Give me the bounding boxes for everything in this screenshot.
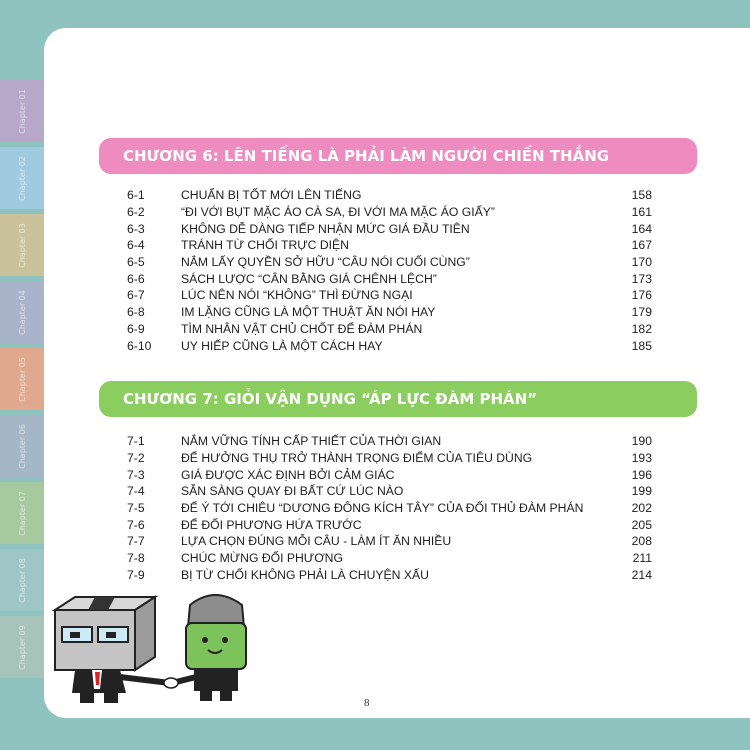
toc-entry-number: 6-6 [127, 271, 145, 286]
chapter-tab-label: Chapter 05 [17, 356, 27, 402]
chapter-tab-label: Chapter 01 [17, 88, 27, 134]
toc-entry-page: 164 [631, 221, 652, 236]
chapter-tab [0, 281, 44, 343]
toc-entry [127, 466, 652, 483]
toc-entry-title: NẮM VỮNG TÍNH CẤP THIẾT CỦA THỜI GIAN [181, 434, 442, 449]
chapter-tab [0, 348, 44, 410]
toc-entry-page: 182 [631, 321, 652, 336]
chapter-tab-label: Chapter 02 [17, 155, 27, 201]
toc-entry-number: 6-10 [127, 338, 152, 353]
chapter-6-toc [127, 187, 652, 354]
toc-entry-title: “ĐI VỚI BỤT MẶC ÁO CÀ SA, ĐI VỚI MA MẶC ÁO GIẤY” [181, 205, 495, 220]
toc-entry-title: KHÔNG DỄ DÀNG TIẾP NHẬN MỨC GIÁ ĐẦU TIÊN [181, 221, 470, 236]
toc-entry-page: 202 [631, 501, 652, 516]
toc-entry [127, 450, 652, 467]
toc-entry [127, 321, 652, 338]
toc-entry-number: 6-5 [127, 255, 145, 270]
toc-entry-title: SẴN SÀNG QUAY ĐI BẤT CỨ LÚC NÀO [181, 484, 404, 499]
toc-entry-page: 211 [632, 551, 652, 566]
toc-entry-title: NẮM LẤY QUYỀN SỞ HỮU “CÂU NÓI CUỐI CÙNG” [181, 255, 470, 270]
toc-entry-page: 199 [631, 484, 652, 499]
toc-entry [127, 500, 652, 517]
toc-entry-number: 7-7 [127, 534, 145, 549]
toc-entry-number: 7-8 [127, 551, 145, 566]
toc-entry-number: 6-8 [127, 305, 145, 320]
toc-entry [127, 304, 652, 321]
toc-entry [127, 237, 652, 254]
toc-entry-number: 7-3 [127, 467, 145, 482]
toc-entry [127, 533, 652, 550]
toc-entry-number: 6-7 [127, 288, 145, 303]
chapter-tab [0, 147, 44, 209]
chapter-tab-label: Chapter 09 [17, 624, 27, 670]
toc-entry-number: 7-9 [127, 567, 145, 582]
toc-entry-title: TÌM NHÂN VẬT CHỦ CHỐT ĐỂ ĐÀM PHÁN [181, 321, 423, 336]
toc-entry-title: SÁCH LƯỢC “CÂN BẰNG GIÁ CHÊNH LỆCH” [181, 271, 437, 286]
toc-entry [127, 516, 652, 533]
toc-entry [127, 220, 652, 237]
toc-entry-title: IM LẶNG CŨNG LÀ MỘT THUẬT ĂN NÓI HAY [181, 305, 436, 320]
toc-entry [127, 483, 652, 500]
toc-entry-number: 7-2 [127, 451, 145, 466]
toc-entry [127, 287, 652, 304]
toc-entry [127, 550, 652, 567]
chapter-7-banner [99, 381, 697, 417]
chapter-6-banner [99, 138, 697, 174]
toc-entry-title: ĐỂ HƯỞNG THỤ TRỞ THÀNH TRỌNG ĐIỂM CỦA TIÊU DÙNG [181, 451, 533, 466]
toc-entry-number: 6-9 [127, 321, 145, 336]
page-number: 8 [364, 697, 370, 709]
chapter-tab [0, 80, 44, 142]
toc-entry-title: GIÁ ĐƯỢC XÁC ĐỊNH BỞI CẢM GIÁC [181, 467, 395, 482]
toc-entry-title: CHUẨN BỊ TỐT MỚI LÊN TIẾNG [181, 188, 362, 203]
toc-entry-page: 185 [631, 338, 652, 353]
toc-entry-title: BỊ TỪ CHỐI KHÔNG PHẢI LÀ CHUYỆN XẤU [181, 567, 429, 582]
toc-entry-title: LỰA CHỌN ĐÚNG MỖI CÂU - LÀM ÍT ĂN NHIỀU [181, 534, 452, 549]
toc-entry-title: TRÁNH TỪ CHỐI TRỰC DIỆN [181, 238, 349, 253]
mascots-illustration [10, 565, 260, 715]
box-mascot-icon [55, 597, 170, 703]
chapter-7-title: CHƯƠNG 7: GIỎI VẬN DỤNG “ÁP LỰC ĐÀM PHÁN” [123, 390, 538, 408]
toc-entry-page: 158 [631, 188, 652, 203]
toc-entry-page: 167 [631, 238, 652, 253]
toc-entry-page: 196 [631, 467, 652, 482]
toc-entry-number: 6-3 [127, 221, 145, 236]
chapter-tab-label: Chapter 06 [17, 423, 27, 469]
toc-entry-title: ĐỂ ĐỐI PHƯƠNG HỨA TRƯỚC [181, 517, 362, 532]
chapter-7-toc [127, 433, 652, 583]
chapter-tab [0, 214, 44, 276]
toc-entry-page: 208 [631, 534, 652, 549]
toc-entry-page: 214 [631, 567, 652, 582]
toc-entry [127, 187, 652, 204]
chapter-tab [0, 415, 44, 477]
toc-entry [127, 204, 652, 221]
toc-entry-title: UY HIẾP CŨNG LÀ MỘT CÁCH HAY [181, 338, 383, 353]
toc-entry-page: 161 [631, 205, 652, 220]
toc-entry [127, 254, 652, 271]
chapter-tab-label: Chapter 03 [17, 222, 27, 268]
toc-entry-number: 7-1 [127, 434, 145, 449]
toc-entry [127, 337, 652, 354]
chapter-tab-label: Chapter 07 [17, 490, 27, 536]
toc-entry-title: CHÚC MỪNG ĐỐI PHƯƠNG [181, 551, 343, 566]
toc-entry-number: 7-5 [127, 501, 145, 516]
toc-entry-title: LÚC NÊN NÓI “KHÔNG” THÌ ĐỪNG NGẠI [181, 288, 413, 303]
toc-entry [127, 433, 652, 450]
chapter-tab-label: Chapter 04 [17, 289, 27, 335]
toc-entry-page: 179 [631, 305, 652, 320]
toc-entry-number: 6-4 [127, 238, 145, 253]
toc-entry-number: 6-2 [127, 205, 145, 220]
helmet-mascot-icon [164, 595, 246, 701]
toc-entry-page: 190 [631, 434, 652, 449]
toc-entry-page: 173 [631, 271, 652, 286]
toc-entry-number: 6-1 [127, 188, 145, 203]
toc-entry-number: 7-6 [127, 517, 145, 532]
chapter-tab-label: Chapter 08 [17, 557, 27, 603]
toc-entry-page: 170 [631, 255, 652, 270]
toc-entry-page: 205 [631, 517, 652, 532]
toc-entry-page: 193 [631, 451, 652, 466]
toc-entry-page: 176 [631, 288, 652, 303]
chapter-6-title: CHƯƠNG 6: LÊN TIẾNG LÀ PHẢI LÀM NGƯỜI CHIẾN THẮNG [123, 147, 610, 165]
toc-entry [127, 270, 652, 287]
toc-entry-number: 7-4 [127, 484, 145, 499]
toc-entry-title: ĐỂ Ý TỚI CHIÊU “DƯƠNG ĐÔNG KÍCH TÂY” CỦA ĐỐI THỦ ĐÀM PHÁN [181, 501, 584, 516]
chapter-tab [0, 482, 44, 544]
